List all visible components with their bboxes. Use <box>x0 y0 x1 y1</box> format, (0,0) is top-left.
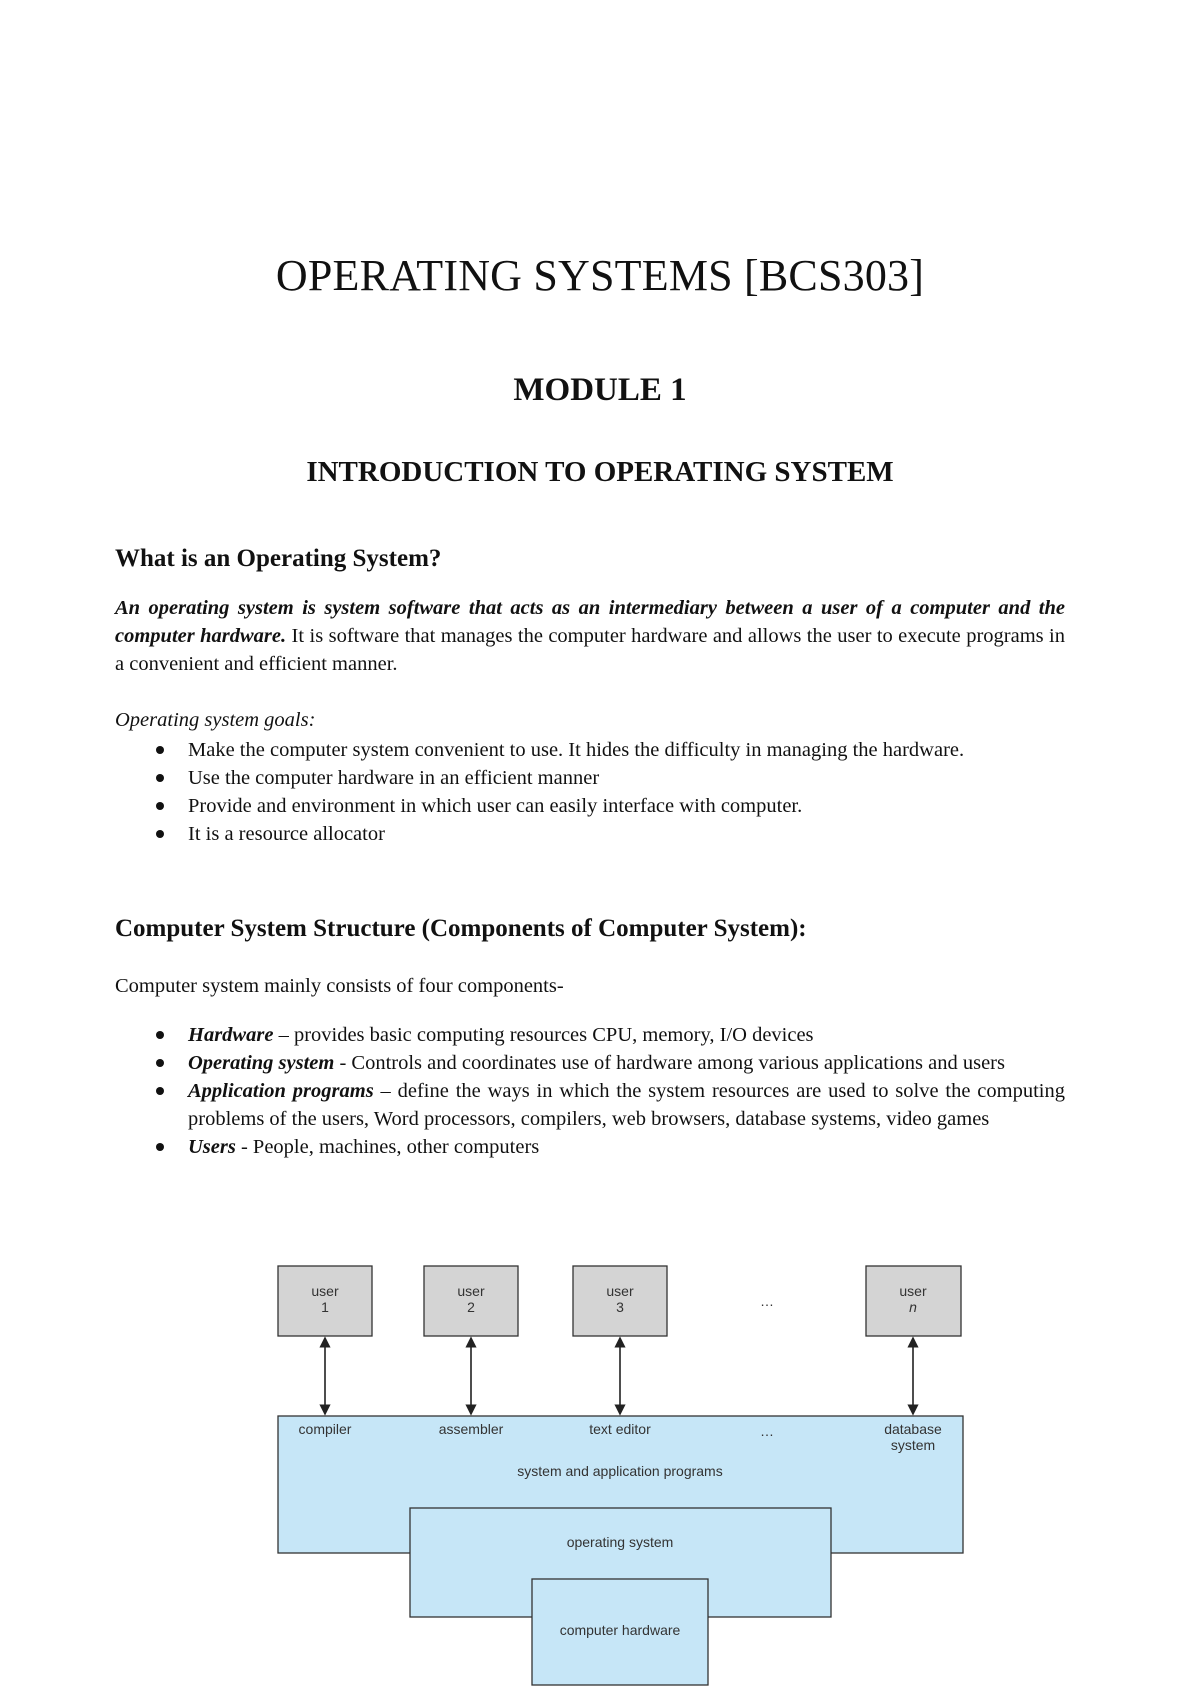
user-n-label: user <box>899 1283 927 1299</box>
program-database-line1: database <box>884 1421 942 1437</box>
user-n-number: n <box>909 1299 917 1315</box>
list-item: Make the computer system convenient to use. It hides the difficulty in managing the hardware. <box>150 736 1065 764</box>
hardware-layer-label: computer hardware <box>559 1622 681 1638</box>
user-2-label: user <box>457 1283 485 1299</box>
chapter-title: INTRODUCTION TO OPERATING SYSTEM <box>306 456 894 488</box>
os-goals-label: Operating system goals: <box>115 709 316 731</box>
os-definition-paragraph <box>115 594 1065 678</box>
list-item: It is a resource allocator <box>150 820 1065 848</box>
list-item <box>150 1077 1065 1133</box>
components-intro: Computer system mainly consists of four components- <box>115 975 564 997</box>
list-item: Use the computer hardware in an efficient manner <box>150 764 1065 792</box>
module-title: MODULE 1 <box>513 372 687 408</box>
component-term: Hardware <box>188 1024 274 1046</box>
program-compiler: compiler <box>298 1421 352 1437</box>
user-1-label: user <box>311 1283 339 1299</box>
os-definition-rest: It is software that manages the computer hardware and allows the user to execute programs in a convenient and efficient manner. <box>115 625 1065 675</box>
components-list <box>150 1021 1065 1161</box>
os-goals-list <box>150 736 1065 848</box>
system-structure-svg <box>260 1258 980 1690</box>
component-term: Users <box>188 1136 236 1158</box>
os-layer-label: operating system <box>566 1534 674 1550</box>
section-heading-system-structure: Computer System Structure (Components of Computer System): <box>115 915 807 942</box>
list-item <box>150 1133 1065 1161</box>
section-heading-what-is-os: What is an Operating System? <box>115 545 442 572</box>
os-definition-emphasis: An operating system is system software that acts as an intermediary between a user of a computer and the computer hardware. <box>115 597 1065 647</box>
component-term: Operating system <box>188 1052 335 1074</box>
list-item: Provide and environment in which user can easily interface with computer. <box>150 792 1065 820</box>
program-database-line2: system <box>890 1437 936 1453</box>
program-assembler: assembler <box>438 1421 504 1437</box>
programs-ellipsis: … <box>760 1423 774 1439</box>
program-text-editor: text editor <box>589 1421 651 1437</box>
component-desc: - People, machines, other computers <box>235 1136 540 1158</box>
component-desc: - Controls and coordinates use of hardware among various applications and users <box>334 1052 1005 1074</box>
users-ellipsis: … <box>760 1293 774 1309</box>
user-3-label: user <box>606 1283 634 1299</box>
programs-layer-label: system and application programs <box>517 1463 723 1479</box>
system-structure-diagram <box>260 1258 980 1690</box>
user-1-number: 1 <box>321 1299 329 1315</box>
list-item <box>150 1021 1065 1049</box>
user-3-number: 3 <box>616 1299 624 1315</box>
component-desc: – provides basic computing resources CPU, memory, I/O devices <box>273 1024 814 1046</box>
component-desc: – define the ways in which the system resources are used to solve the computing problems of the users, Word processors, compilers, web browsers, database systems, video games <box>188 1080 1065 1130</box>
user-2-number: 2 <box>467 1299 475 1315</box>
document-title: OPERATING SYSTEMS [BCS303] <box>275 251 925 300</box>
list-item <box>150 1049 1065 1077</box>
component-term: Application programs <box>188 1080 374 1102</box>
